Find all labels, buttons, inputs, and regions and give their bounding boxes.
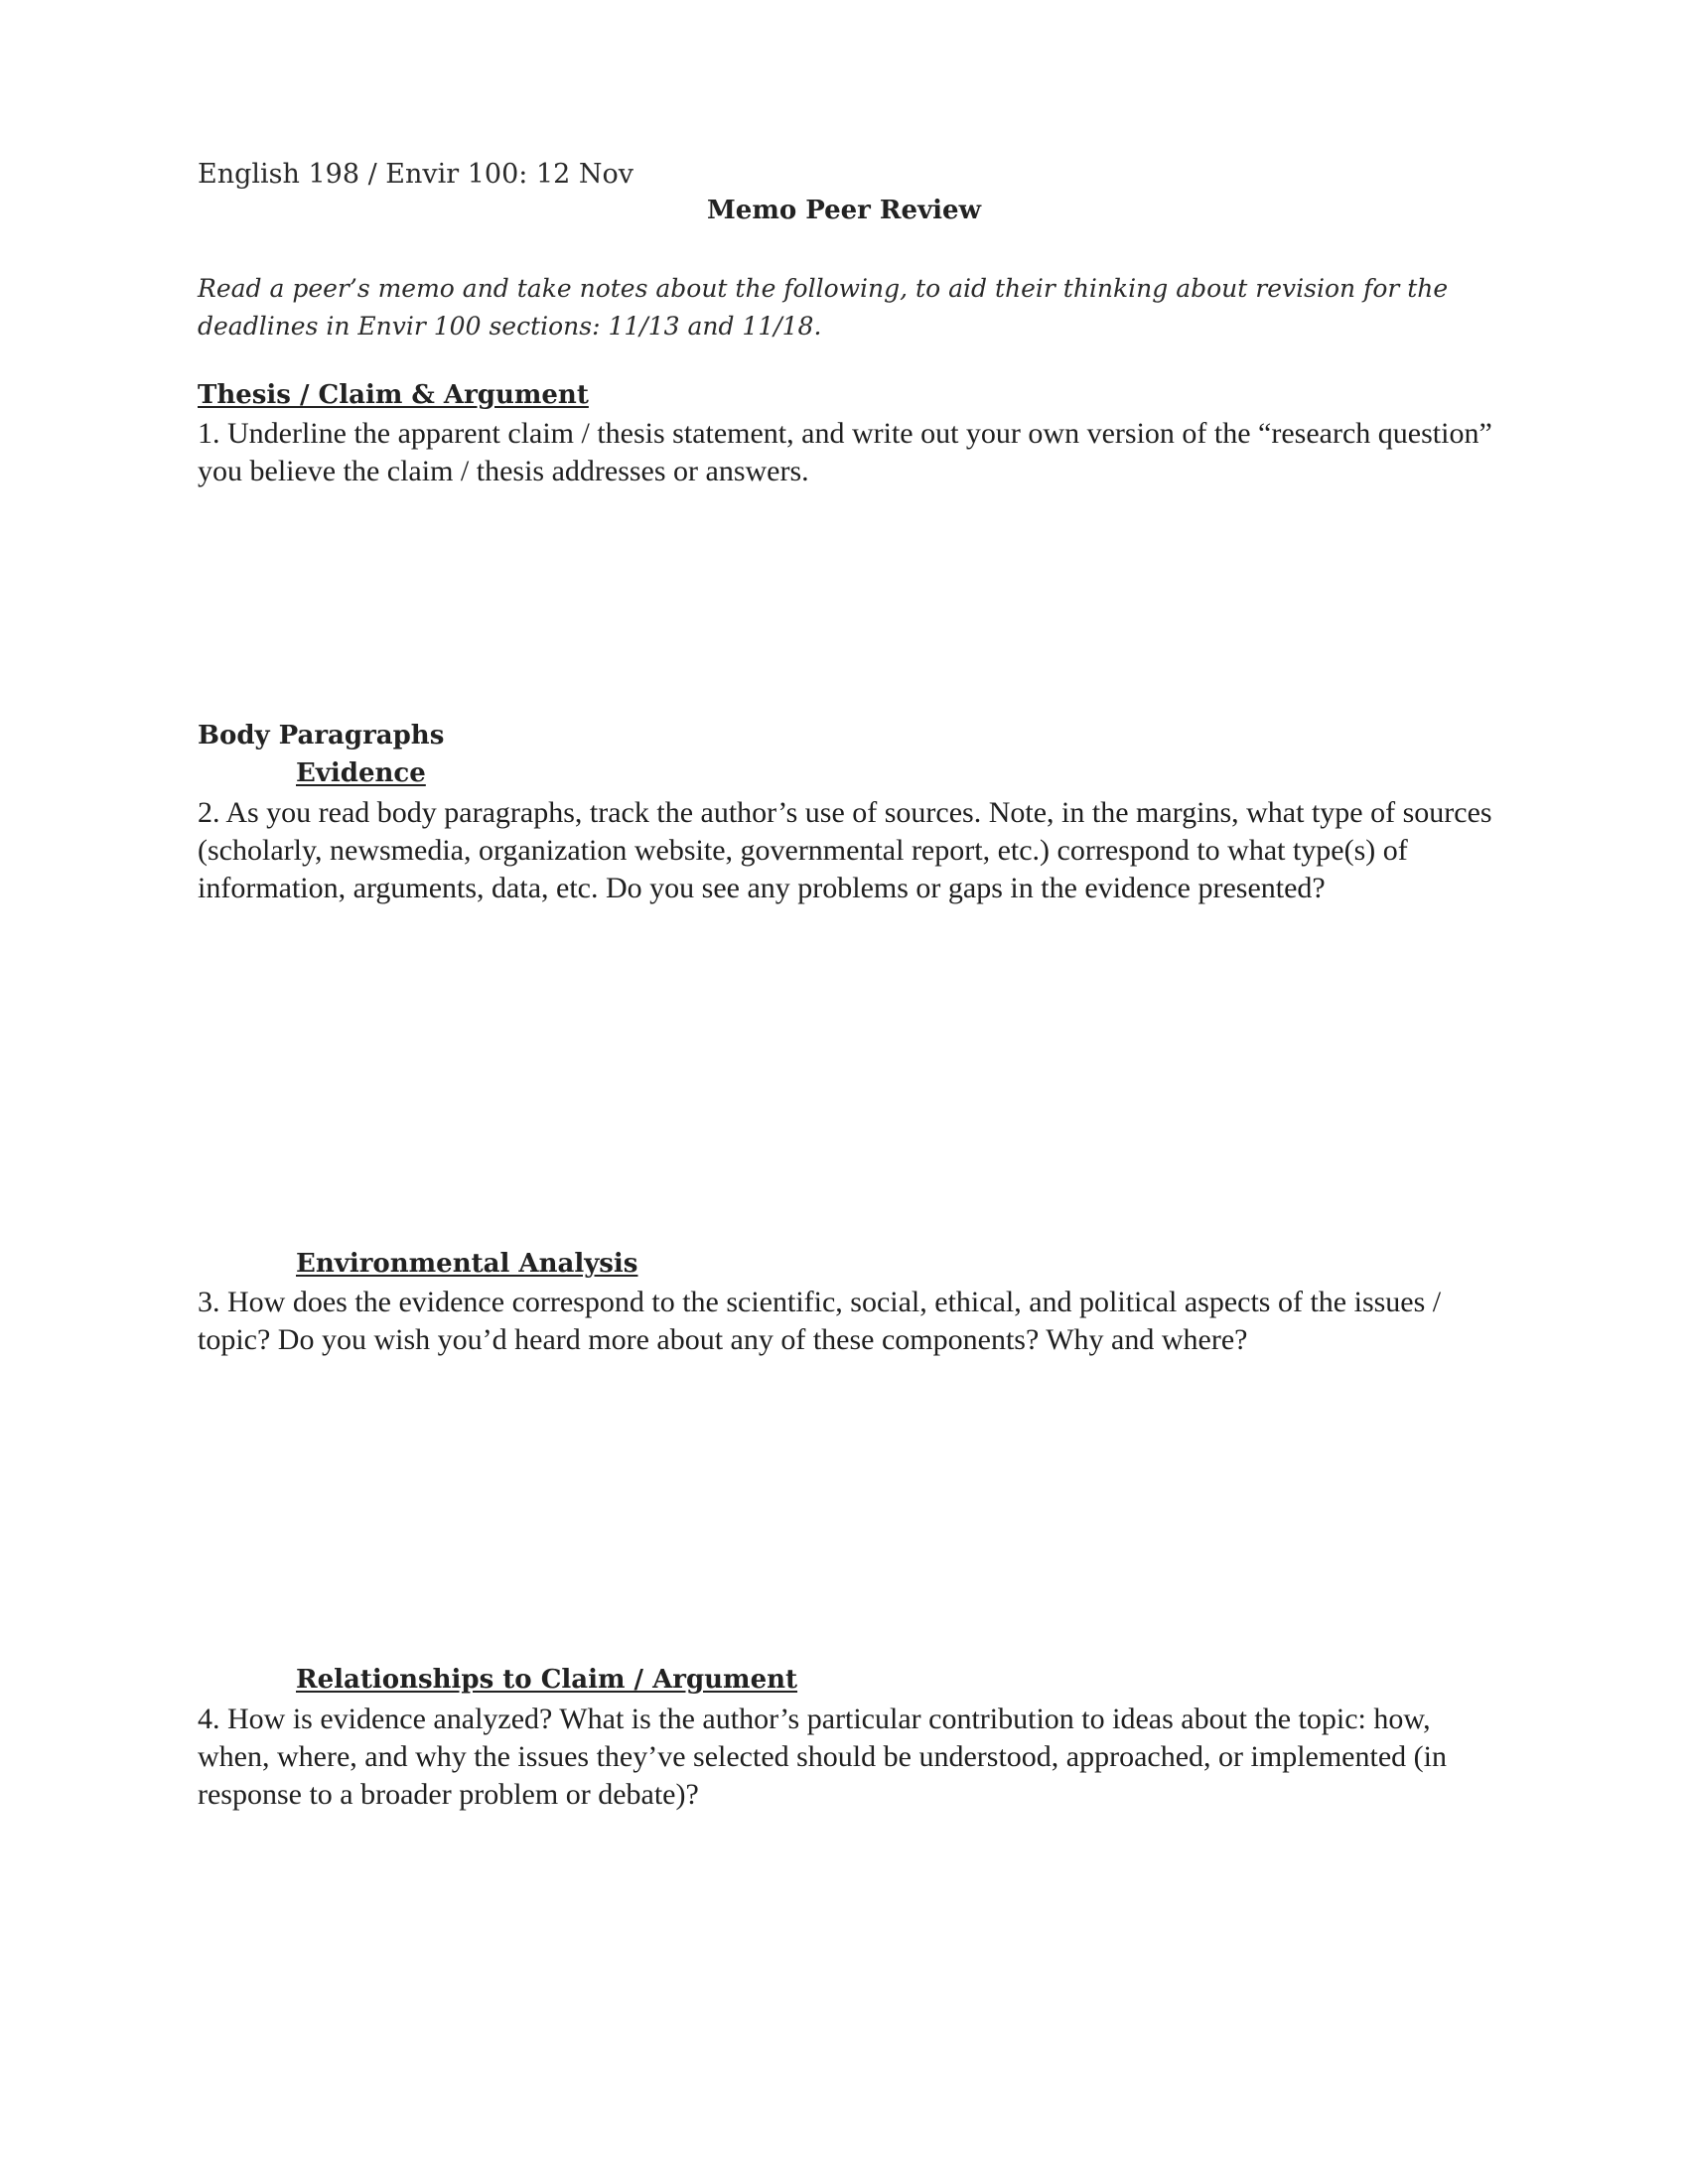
relationships-heading: Relationships to Claim / Argument [296,1665,798,1695]
evidence-heading: Evidence [296,758,426,788]
document-title: Memo Peer Review [707,196,981,225]
course-line: English 198 / Envir 100: 12 Nov [198,159,634,190]
question-4: 4. How is evidence analyzed? What is the author’s particular contribution to ideas about the topic: how, when, where, and why the issues they’ve selected should be understood, approached, or implemented (in response to a broader problem or debate)? [198,1703,1447,1811]
question-1: 1. Underline the apparent claim / thesis statement, and write out your own version of the “research question” you believe the claim / thesis addresses or answers. [198,417,1492,487]
environmental-analysis-heading: Environmental Analysis [296,1249,638,1279]
question-3: 3. How does the evidence correspond to the scientific, social, ethical, and political aspects of the issues / topic? Do you wish you’d heard more about any of these components? Why and where? [198,1286,1442,1356]
thesis-heading: Thesis / Claim & Argument [198,380,589,410]
body-paragraphs-heading: Body Paragraphs [198,721,445,751]
instructions: Read a peer’s memo and take notes about the following, to aid their thinking about revision for the deadlines in Envir 100 sections: 11/13 and 11/18. [198,274,1449,341]
question-2: 2. As you read body paragraphs, track the author’s use of sources. Note, in the margins, what type of sources (scholarly, newsmedia, organization website, governmental report, etc.) correspond to what type(s) of information, arguments, data, etc. Do you see any problems or gaps in the evidence presented? [198,796,1492,904]
